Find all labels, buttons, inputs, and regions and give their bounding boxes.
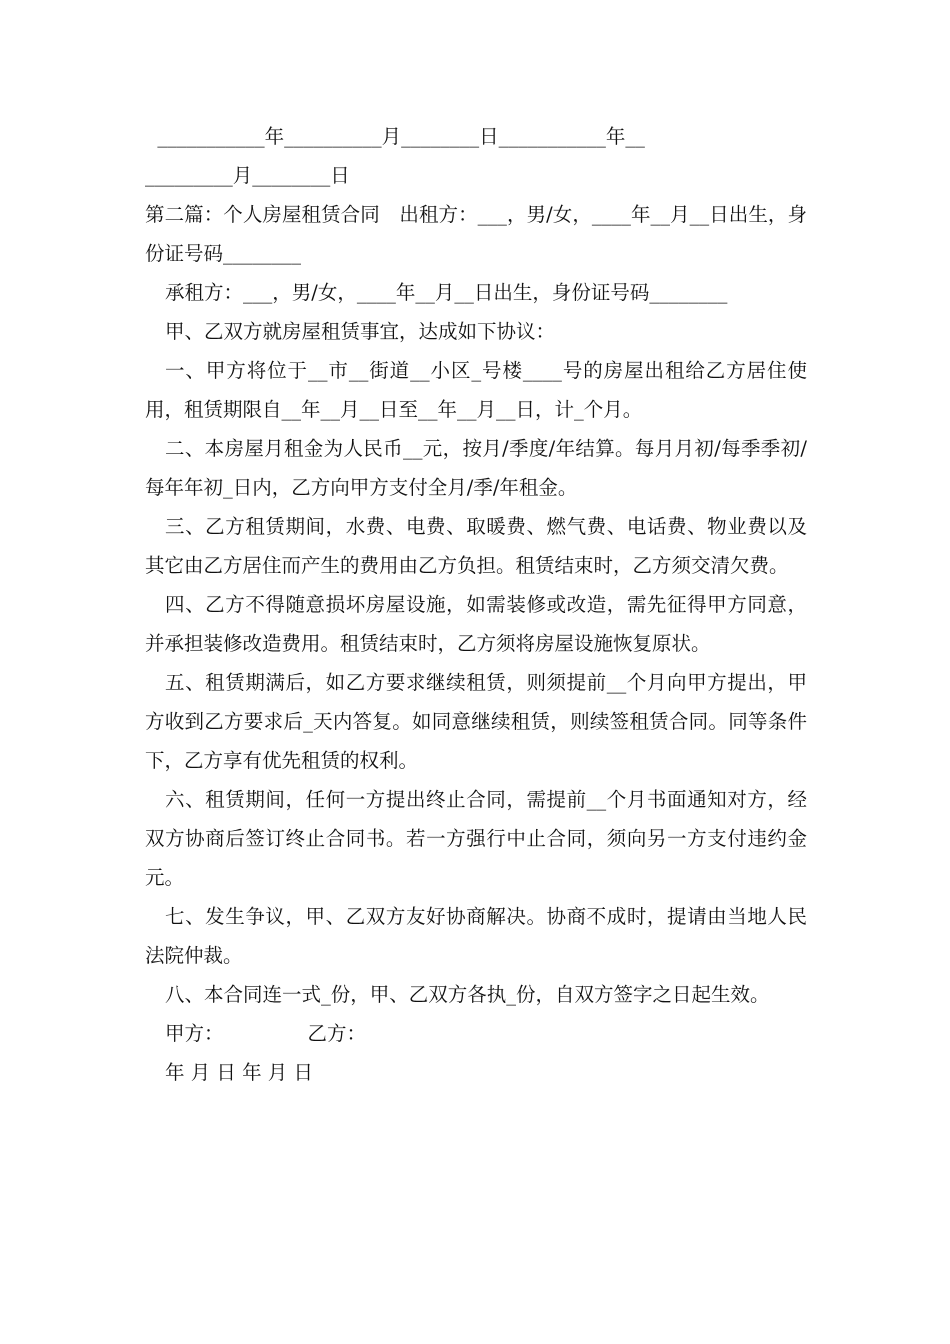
clause-2: 二、本房屋月租金为人民币__元，按月/季度/年结算。每月月初/每季季初/每年年初_日内，乙方向甲方支付全月/季/年租金。	[145, 437, 807, 499]
contract-heading: 第二篇：个人房屋租赁合同 出租方：___，男/女，____年__月__日出生，身份证号码________	[145, 203, 807, 265]
agreement-intro: 甲、乙双方就房屋租赁事宜，达成如下协议：	[165, 320, 556, 343]
clause-3: 三、乙方租赁期间，水费、电费、取暖费、燃气费、电话费、物业费以及其它由乙方居住而产生的费用由乙方负担。租赁结束时，乙方须交清欠费。	[145, 515, 807, 577]
clause-6: 六、租赁期间，任何一方提出终止合同，需提前__个月书面通知对方，经双方协商后签订终止合同书。若一方强行中止合同，须向另一方支付违约金 元。	[145, 788, 807, 889]
tenant-line: 承租方：___，男/女，____年__月__日出生，身份证号码________	[165, 281, 728, 304]
party-a-label: 甲方：	[165, 1022, 224, 1045]
party-b-label: 乙方：	[307, 1022, 367, 1045]
clause-4: 四、乙方不得随意损坏房屋设施，如需装修或改造，需先征得甲方同意，并承担装修改造费用。租赁结束时，乙方须将房屋设施恢复原状。	[145, 593, 807, 655]
clause-5: 五、租赁期满后，如乙方要求继续租赁，则须提前__个月向甲方提出，甲方收到乙方要求后_天内答复。如同意继续租赁，则续签租赁合同。同等条件下，乙方享有优先租赁的权利。	[145, 671, 807, 772]
date-line-2: _________月________日	[145, 164, 350, 187]
clause-1: 一、甲方将位于__市__街道__小区_号楼____号的房屋出租给乙方居住使用，租赁期限自__年__月__日至__年__月__日，计_个月。	[145, 359, 807, 421]
signature-dates: 年 月 日 年 月 日	[165, 1061, 313, 1084]
clause-8: 八、本合同连一式_份，甲、乙双方各执_份，自双方签字之日起生效。	[165, 983, 770, 1006]
date-line-1: ___________年__________月________日___________年__	[145, 125, 645, 148]
signature-row	[145, 1014, 807, 1053]
contract-document	[145, 117, 807, 1092]
clause-7: 七、发生争议，甲、乙双方友好协商解决。协商不成时，提请由当地人民法院仲裁。	[145, 905, 807, 967]
